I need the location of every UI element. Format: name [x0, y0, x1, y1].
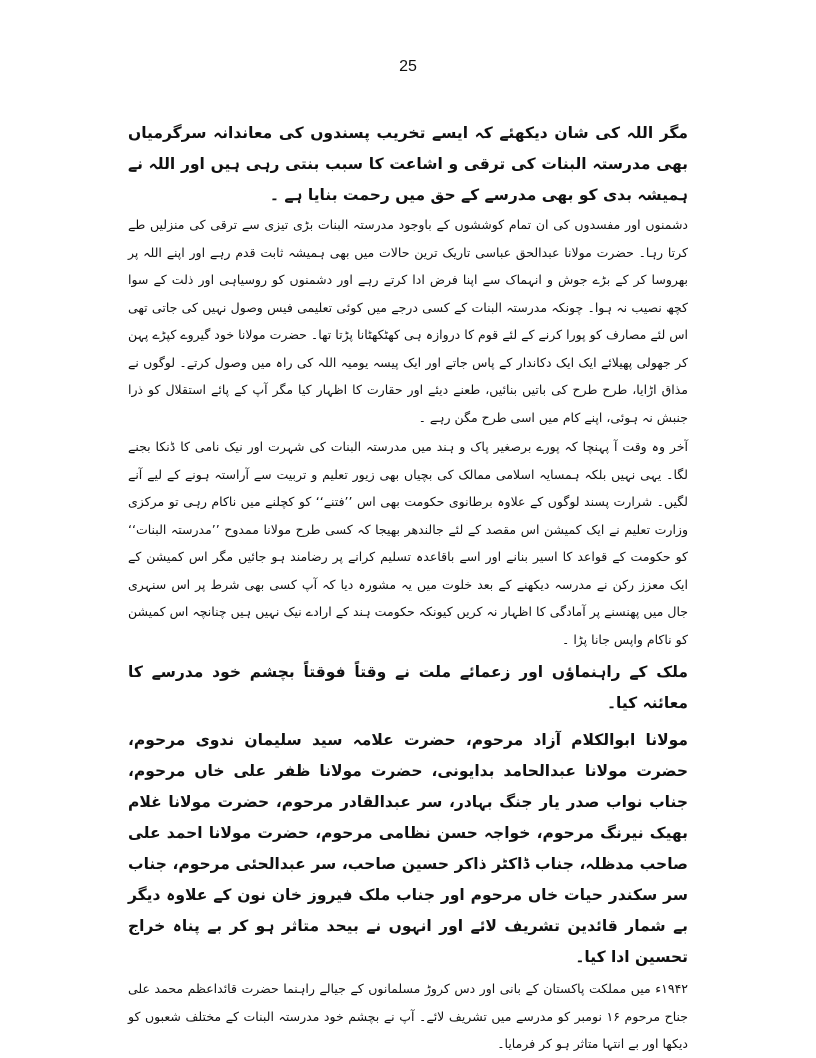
closing-paragraph: ۱۹۴۲ء میں مملکت پاکستان کے بانی اور دس کروڑ مسلمانوں کے جیالے راہنما حضرت قائداعظم محمد علی جناح مرحوم ۱۶ نومبر کو مدرسے میں تشریف لائے۔ آپ نے بچشم خود مدرستہ البنات کے مختلف شعبوں کو دیکھا اور بے انتہا متاثر ہو کر فرمایا۔	[128, 981, 688, 1051]
visitors-paragraph: مولانا ابوالکلام آزاد مرحوم، حضرت علامہ سید سلیمان ندوی مرحوم، حضرت مولانا عبدالحامد بدایونی، حضرت مولانا ظفر علی خاں مرحوم، جناب نواب صدر یار جنگ بہادر، سر عبدالقادر مرحوم، حضرت مولانا غلام بھیک نیرنگ مرحوم، خواجہ حسن نظامی مرحوم، حضرت مولانا احمد علی صاحب مدظلہ، جناب ڈاکٹر ذاکر حسین صاحب، سر عبدالحئی مرحوم، جناب سر سکندر حیات خاں مرحوم اور جناب ملک فیروز خان نون کے علاوہ دیگر بے شمار قائدین تشریف لائے اور انہوں نے بیحد متاثر ہو کر بے پناہ خراج تحسین ادا کیا۔	[128, 731, 688, 966]
document-body	[128, 118, 688, 1058]
commission-paragraph: آخر وہ وقت آ پہنچا کہ پورے برصغیر پاک و ہند میں مدرستہ البنات کی شہرت اور نیک نامی کا ڈنکا بجنے لگا۔ یہی نہیں بلکہ ہمسایہ اسلامی ممالک کی بچیاں بھی زیور تعلیم و تربیت سے آراستہ ہونے کے لیے آنے لگیں۔ شرارت پسند لوگوں کے علاوہ برطانوی حکومت بھی اس ’’فتنے‘‘ کو کچلنے میں ناکام رہی تو مرکزی وزارت تعلیم نے ایک کمیشن اس مقصد کے لئے جالندھر بھیجا کہ کسی طرح مولانا ممدوح ’’مدرستہ البنات‘‘ کو حکومت کے قواعد کا اسیر بنانے اور اسے باقاعدہ تسلیم کرانے پر رضامند ہو جائیں مگر اس کمیشن کے ایک معزز رکن نے مدرسہ دیکھنے کے بعد خلوت میں یہ مشورہ دیا کہ آپ کسی بھی شرط پر اس سنہری جال میں پھنسنے پر آمادگی کا اظہار نہ کریں کیونکہ حکومت ہند کے ارادے نیک نہیں ہیں چنانچہ اس کمیشن کو ناکام واپس جانا پڑا ۔	[128, 439, 688, 647]
struggle-paragraph: دشمنوں اور مفسدوں کی ان تمام کوششوں کے باوجود مدرستہ البنات بڑی تیزی سے ترقی کی منزلیں طے کرتا رہا۔ حضرت مولانا عبدالحق عباسی تاریک ترین حالات میں بھی ہمیشہ ثابت قدم رہے اور اپنے اللہ پر بھروسا کر کے بڑے جوش و انہماک سے اپنا فرض ادا کرتے رہے اور دشمنوں کو روسیاہی اور ذلت کے سوا کچھ نصیب نہ ہوا۔ چونکہ مدرستہ البنات کے کسی درجے میں کوئی تعلیمی فیس وصول نہیں کی جاتی تھی اس لئے مصارف کو پورا کرنے کے لئے قوم کا دروازہ ہی کھٹکھٹانا پڑتا تھا۔ حضرت مولانا خود گیروے کپڑے پہن کر جھولی پھیلائے ایک ایک دکاندار کے پاس جاتے اور ایک پیسہ یومیہ اللہ کی راہ میں وصول کرتے۔ لوگوں نے مذاق اڑایا، طرح طرح کی باتیں بنائیں، طعنے دیئے اور حقارت کا اظہار کیا مگر آپ کے پائے استقلال کو ذرا جنبش نہ ہوئی، اپنے کام میں اسی طرح مگن رہے ۔	[128, 217, 688, 425]
intro-paragraph: مگر اللہ کی شان دیکھئے کہ ایسے تخریب پسندوں کی معاندانہ سرگرمیاں بھی مدرستہ البنات کی ترقی و اشاعت کا سبب بنتی رہی ہیں اور اللہ نے ہمیشہ بدی کو بھی مدرسے کے حق میں رحمت بنایا ہے ۔	[128, 124, 688, 204]
page-number: 25	[399, 58, 417, 75]
section-heading: ملک کے راہنماؤں اور زعمائے ملت نے وقتاً فوقتاً بچشم خود مدرسے کا معائنہ کیا۔	[128, 663, 688, 712]
